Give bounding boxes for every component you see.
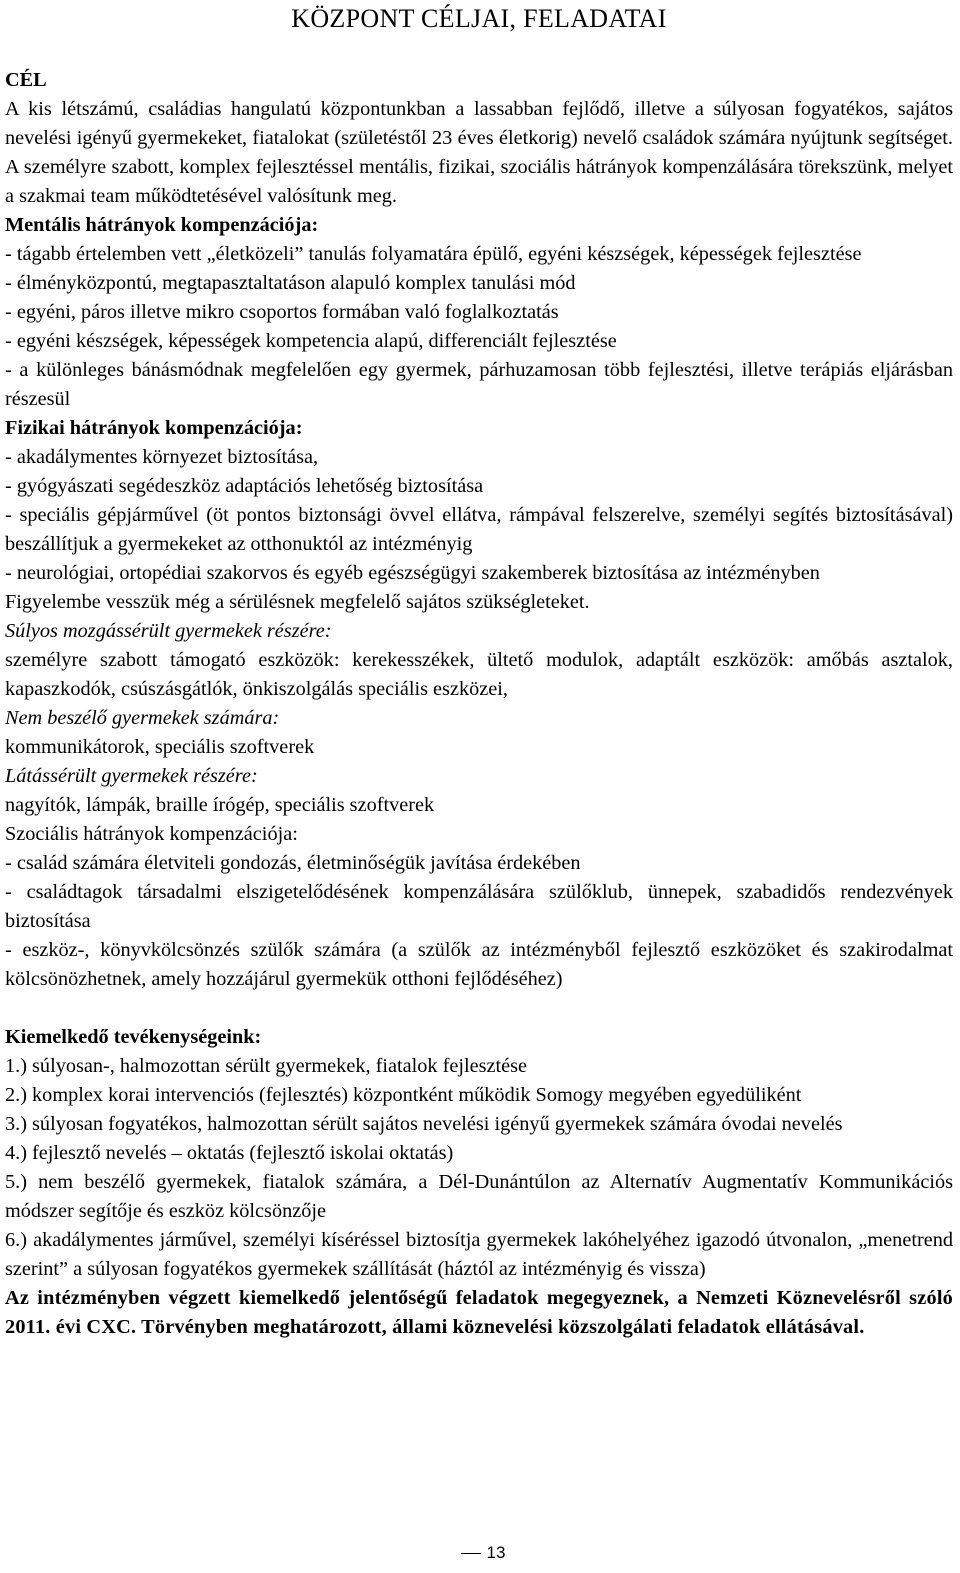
social-item: - család számára életviteli gondozás, életminőségük javítása érdekében	[5, 852, 581, 874]
physical-heading: Fizikai hátrányok kompenzációja:	[5, 417, 303, 439]
mental-heading: Mentális hátrányok kompenzációja:	[5, 214, 319, 236]
mental-item: - egyéni készségek, képességek kompetencia alapú, differenciált fejlesztése	[5, 330, 617, 352]
activity-item: 4.) fejlesztő nevelés – oktatás (fejlesztő iskolai oktatás)	[5, 1142, 454, 1164]
social-heading: Szociális hátrányok kompenzációja:	[5, 823, 298, 845]
group-text: személyre szabott támogató eszközök: kerekesszékek, ültető modulok, adaptált eszközök: amőbás asztalok, kapaszkodók, csúszásgátlók, önkiszolgálás speciális eszközei,	[5, 649, 953, 700]
social-item: - családtagok társadalmi elszigetelődésének kompenzálására szülőklub, ünnepek, szabadidős rendezvények biztosítása	[5, 881, 953, 932]
activities-heading: Kiemelkedő tevékenységeink:	[5, 1026, 262, 1048]
group-text: nagyítók, lámpák, braille írógép, speciális szoftverek	[5, 794, 435, 816]
page-number-dash	[461, 1553, 481, 1554]
physical-item: - akadálymentes környezet biztosítása,	[5, 446, 319, 468]
document-body	[5, 66, 953, 1342]
physical-note: Figyelembe vesszük még a sérülésnek megfelelő sajátos szükségleteket.	[5, 591, 590, 613]
mental-item: - tágabb értelemben vett „életközeli” tanulás folyamatára épülő, egyéni készségek, képességek fejlesztése	[5, 243, 862, 265]
physical-item: - speciális gépjárművel (öt pontos biztonsági övvel ellátva, rámpával felszerelve, személyi segítés biztosításával) beszállítjuk a gyermekeket az otthonuktól az intézményig	[5, 504, 953, 555]
page-title: KÖZPONT CÉLJAI, FELADATAI	[291, 4, 667, 33]
activity-item: 5.) nem beszélő gyermekek, fiatalok számára, a Dél-Dunántúlon az Alternatív Augmentatív Kommunikációs módszer segítője és eszköz kölcsönzője	[5, 1171, 953, 1222]
activity-item: 3.) súlyosan fogyatékos, halmozottan sérült sajátos nevelési igényű gyermekek számára óvodai nevelés	[5, 1113, 843, 1135]
activity-item: 6.) akadálymentes járművel, személyi kíséréssel biztosítja gyermekek lakóhelyéhez igazodó útvonalon, „menetrend szerint” a súlyosan fogyatékos gyermekek szállítását (háztól az intézményig és vissza)	[5, 1229, 953, 1280]
spacer	[5, 994, 953, 1023]
page-number	[0, 1543, 960, 1563]
closing-paragraph: Az intézményben végzett kiemelkedő jelentőségű feladatok megegyeznek, a Nemzeti Köznevelésről szóló 2011. évi CXC. Törvényben meghatározott, állami köznevelési közszolgálati feladatok ellátásával.	[5, 1287, 953, 1338]
social-item: - eszköz-, könyvkölcsönzés szülők számára (a szülők az intézményből fejlesztő eszközöket és szakirodalmat kölcsönözhetnek, amely hozzájárul gyermekük otthoni fejlődéséhez)	[5, 939, 953, 990]
physical-item: - gyógyászati segédeszköz adaptációs lehetőség biztosítása	[5, 475, 484, 497]
group-label: Látássérült gyermekek részére:	[5, 765, 258, 787]
mental-item: - egyéni, páros illetve mikro csoportos formában való foglalkoztatás	[5, 301, 559, 323]
group-label: Súlyos mozgássérült gyermekek részére:	[5, 620, 332, 642]
group-label: Nem beszélő gyermekek számára:	[5, 707, 280, 729]
activity-item: 1.) súlyosan-, halmozottan sérült gyermekek, fiatalok fejlesztése	[5, 1055, 528, 1077]
activity-item: 2.) komplex korai intervenciós (fejlesztés) központként működik Somogy megyében egyedüliként	[5, 1084, 802, 1106]
mental-item: - a különleges bánásmódnak megfelelően egy gyermek, párhuzamosan több fejlesztési, illetve terápiás eljárásban részesül	[5, 359, 953, 410]
cel-heading: CÉL	[5, 69, 47, 91]
group-text: kommunikátorok, speciális szoftverek	[5, 736, 315, 758]
cel-paragraph: A kis létszámú, családias hangulatú központunkban a lassabban fejlődő, illetve a súlyosan fogyatékos, sajátos nevelési igényű gyermekeket, fiatalokat (születéstől 23 éves életkorig) nevelő családok számára nyújtunk segítséget. A személyre szabott, komplex fejlesztéssel mentális, fizikai, szociális hátrányok kompenzálására törekszünk, melyet a szakmai team működtetésével valósítunk meg.	[5, 98, 953, 207]
physical-item: - neurológiai, ortopédiai szakorvos és egyéb egészségügyi szakemberek biztosítása az intézményben	[5, 562, 820, 584]
mental-item: - élményközpontú, megtapasztaltatáson alapuló komplex tanulási mód	[5, 272, 576, 294]
page-number-value: 13	[486, 1543, 506, 1562]
